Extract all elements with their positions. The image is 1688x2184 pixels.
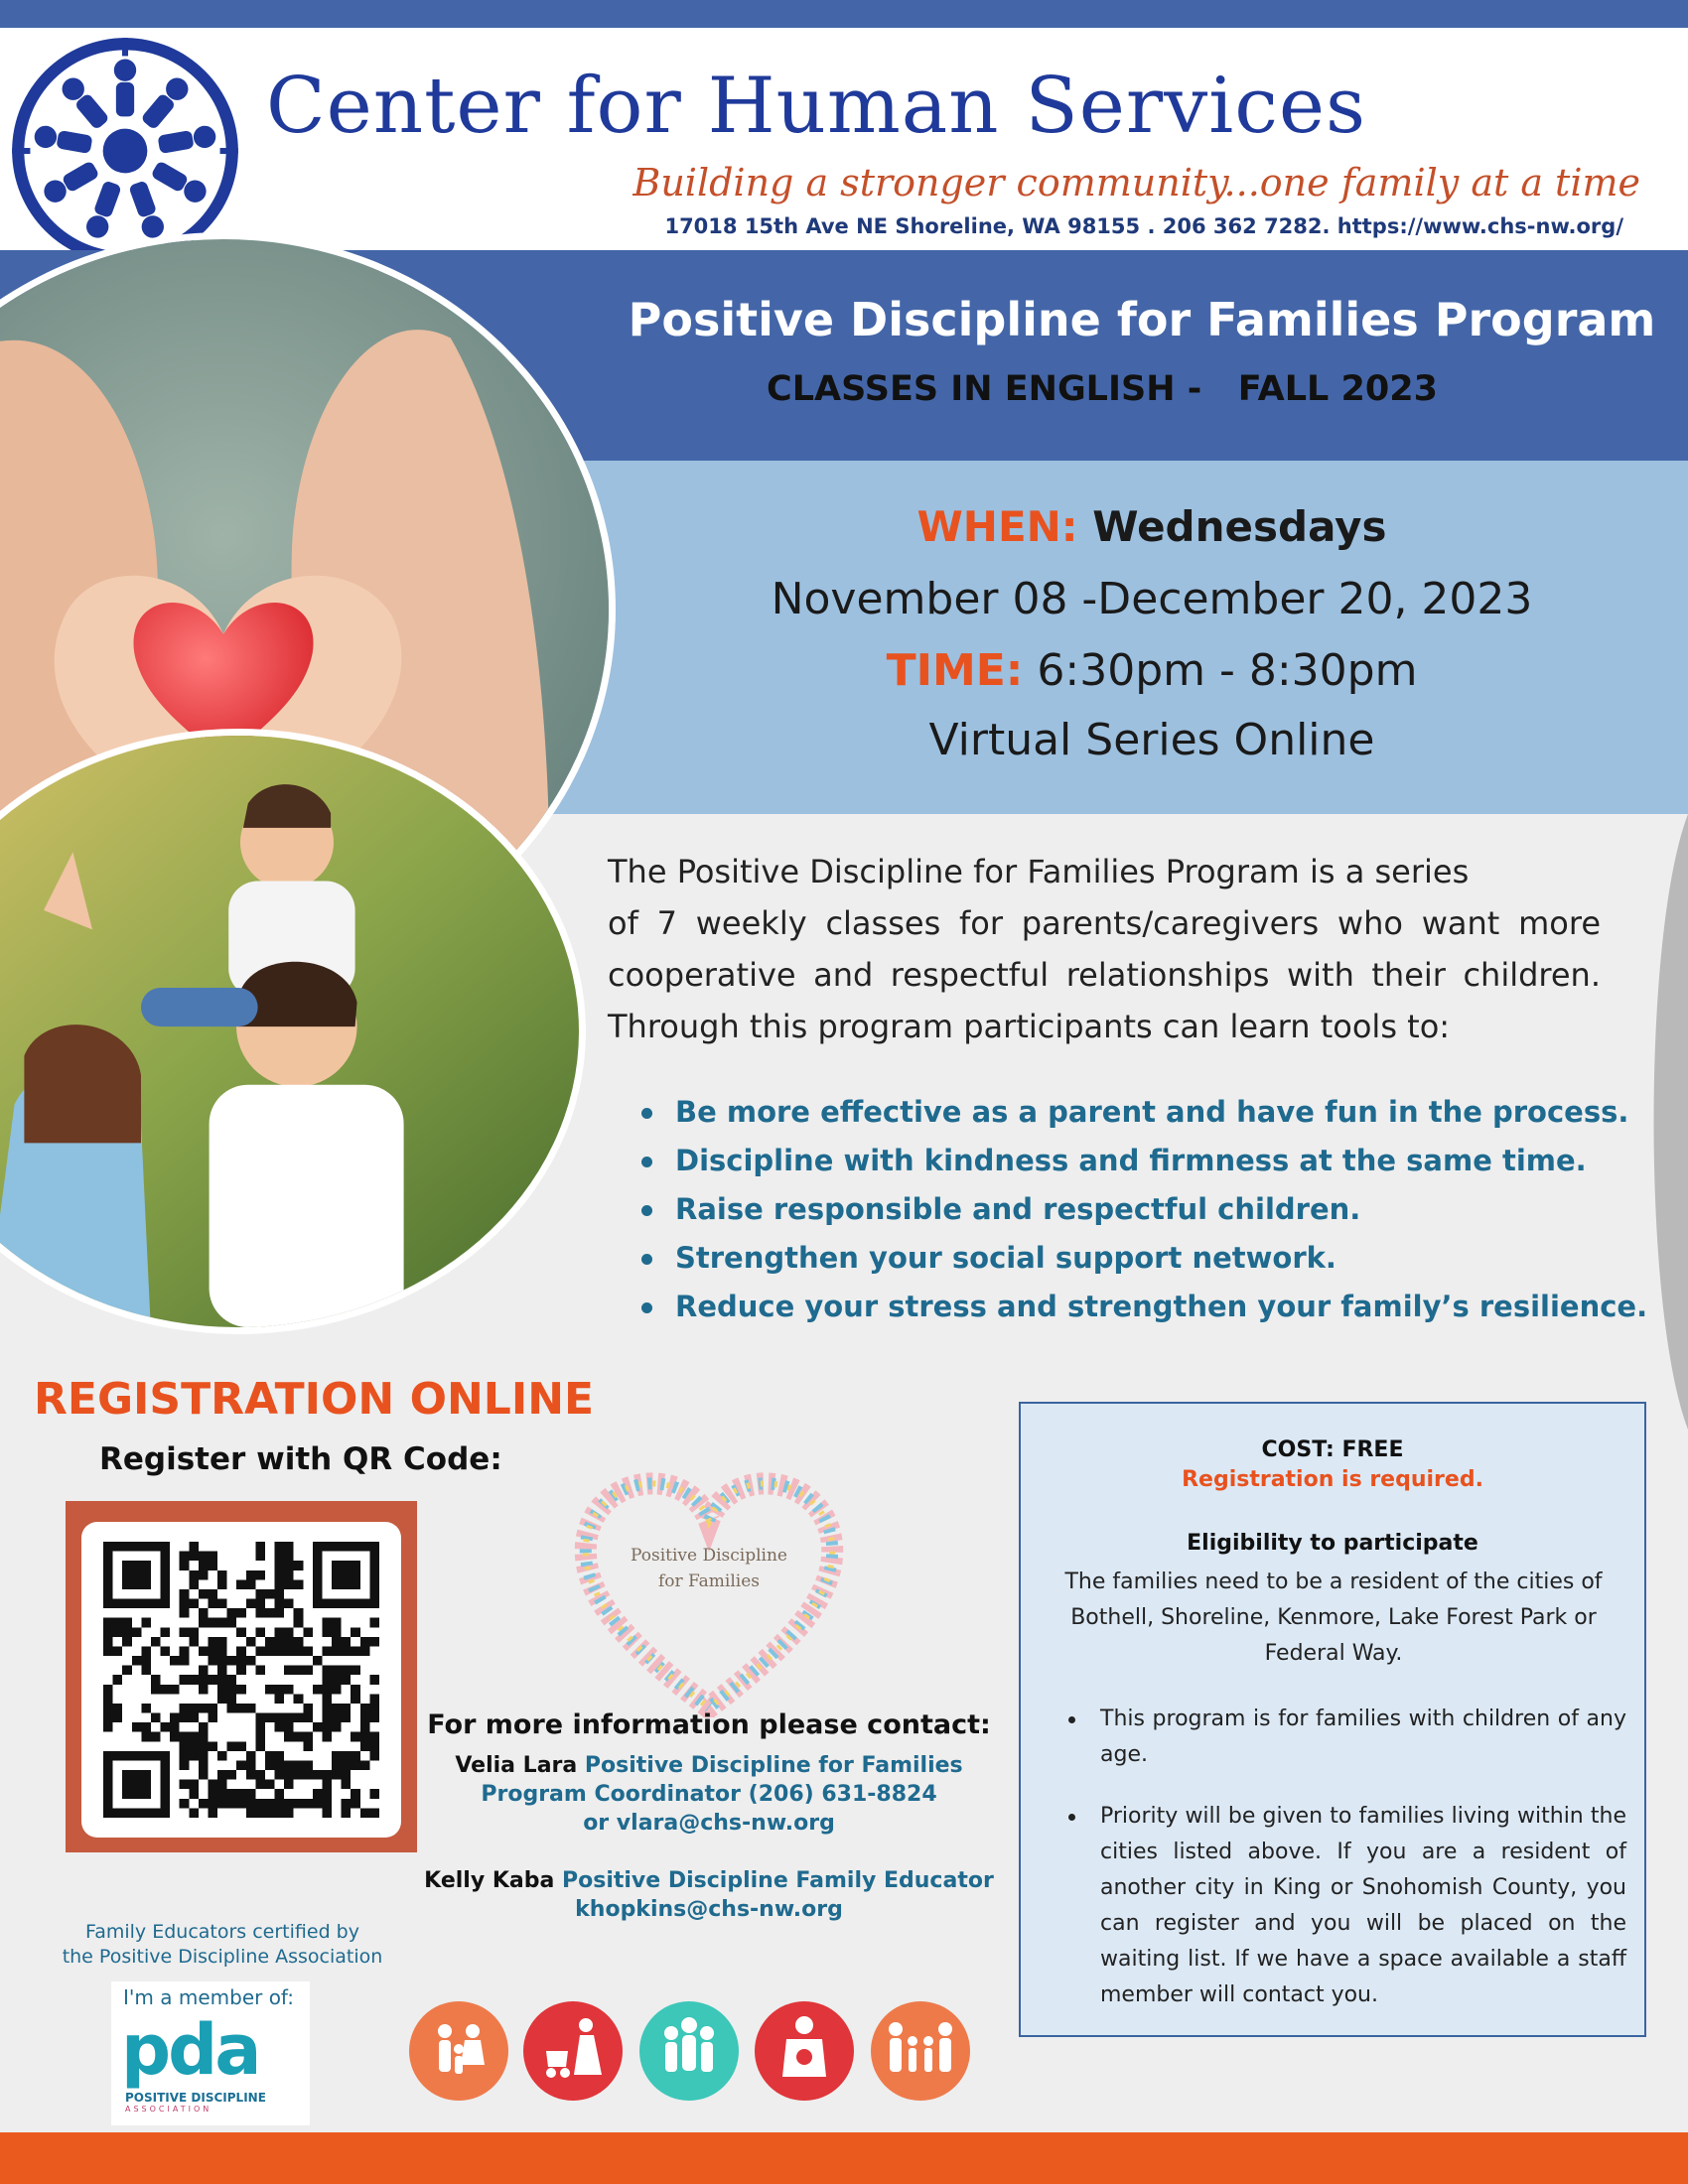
contact-1-role-a: Positive Discipline for Families xyxy=(584,1753,963,1778)
when-line xyxy=(596,502,1688,551)
positive-discipline-heart-logo xyxy=(572,1469,846,1717)
qr-code[interactable] xyxy=(81,1522,401,1838)
contact-1-name: Velia Lara xyxy=(455,1753,578,1778)
parent-baby-icon xyxy=(755,2001,854,2101)
pda-member-text: I'm a member of: xyxy=(123,1985,295,2009)
benefit-item: Strengthen your social support network. xyxy=(635,1234,1628,1283)
benefits-list xyxy=(635,1088,1648,1331)
eligibility-text: The families need to be a resident of the cities of Bothell, Shoreline, Kenmore, Lake Forest Park or Federal Way. xyxy=(1064,1570,1603,1666)
cost-text: COST: FREE xyxy=(1261,1437,1404,1462)
date-range: November 08 -December 20, 2023 xyxy=(771,574,1533,624)
qr-code-icon xyxy=(101,1542,381,1818)
benefit-item: Discipline with kindness and firmness at the same time. xyxy=(635,1137,1628,1185)
class-format: Virtual Series Online xyxy=(928,715,1375,765)
stroller-icon xyxy=(523,2001,623,2101)
certification-note xyxy=(40,1920,405,1970)
contact-title: For more information please contact: xyxy=(427,1709,991,1740)
large-family-icon xyxy=(871,2001,970,2101)
benefit-item: Be more effective as a parent and have fun in the process. xyxy=(635,1088,1628,1137)
organization-address: 17018 15th Ave NE Shoreline, WA 98155 . 206 362 7282. https://www.chs-nw.org/ xyxy=(664,214,1623,238)
certification-line-1: Family Educators certified by xyxy=(85,1921,359,1943)
program-subtitle: CLASSES IN ENGLISH - FALL 2023 xyxy=(767,369,1438,409)
time-value: 6:30pm - 8:30pm xyxy=(1037,645,1418,696)
bottom-accent-bar xyxy=(0,2132,1688,2184)
description-line-1: The Positive Discipline for Families Program is a series xyxy=(608,853,1470,890)
kids-cheering-icon xyxy=(639,2001,739,2101)
pda-sub: ASSOCIATION xyxy=(125,2105,212,2114)
benefit-item: Raise responsible and respectful children. xyxy=(635,1185,1628,1234)
decorative-swoosh xyxy=(1632,814,1688,1430)
pda-name: POSITIVE DISCIPLINE xyxy=(125,2091,266,2105)
family-icon xyxy=(409,2001,508,2101)
time-line xyxy=(596,645,1688,696)
contact-1-email[interactable]: or vlara@chs-nw.org xyxy=(583,1811,835,1836)
qr-code-frame xyxy=(66,1501,417,1852)
contact-person-2 xyxy=(411,1866,1007,1924)
contact-1-role-b: Program Coordinator (206) 631-8824 xyxy=(481,1782,937,1807)
organization-tagline: Building a stronger community...one family at a time xyxy=(633,161,1640,205)
eligibility-list xyxy=(1051,1702,1626,2039)
pda-member-badge xyxy=(111,1981,310,2125)
benefit-item: Reduce your stress and strengthen your family’s resilience. xyxy=(635,1283,1628,1331)
time-label: TIME: xyxy=(886,645,1024,696)
registration-title: REGISTRATION ONLINE xyxy=(34,1374,595,1425)
certification-line-2: the Positive Discipline Association xyxy=(62,1946,383,1968)
program-title: Positive Discipline for Families Program xyxy=(628,293,1656,346)
eligibility-item: This program is for families with children of any age. xyxy=(1051,1702,1626,1773)
eligibility-title: Eligibility to participate xyxy=(1187,1531,1478,1556)
description-rest: of 7 weekly classes for parents/caregivers who want more cooperative and respectful relationships with their children. Through this program participants can learn tools to: xyxy=(608,904,1601,1045)
program-description xyxy=(608,846,1601,1052)
heart-logo-line-1: Positive Discipline xyxy=(631,1546,787,1566)
when-value: Wednesdays xyxy=(1092,502,1387,551)
eligibility-item: Priority will be given to families living within the cities listed above. If you are a resident of another city in King or Snohomish County, you can register and you will be placed on the waiting list. If we have a space available a staff member will contact you. xyxy=(1051,1799,1626,2013)
contact-2-role: Positive Discipline Family Educator xyxy=(562,1868,994,1893)
cost-eligibility-box xyxy=(1019,1402,1646,2037)
qr-label: Register with QR Code: xyxy=(99,1441,502,1477)
heart-logo-line-2: for Families xyxy=(657,1571,761,1591)
family-icons-row xyxy=(409,1995,975,2105)
when-label: WHEN: xyxy=(916,502,1078,551)
pda-logo-letters: pda xyxy=(121,2009,259,2091)
contact-2-name: Kelly Kaba xyxy=(424,1868,555,1893)
contact-2-email[interactable]: khopkins@chs-nw.org xyxy=(575,1897,843,1922)
organization-name: Center for Human Services xyxy=(266,62,1367,151)
top-accent-bar xyxy=(0,0,1688,28)
registration-required: Registration is required. xyxy=(1182,1467,1483,1492)
contact-person-1 xyxy=(411,1751,1007,1838)
